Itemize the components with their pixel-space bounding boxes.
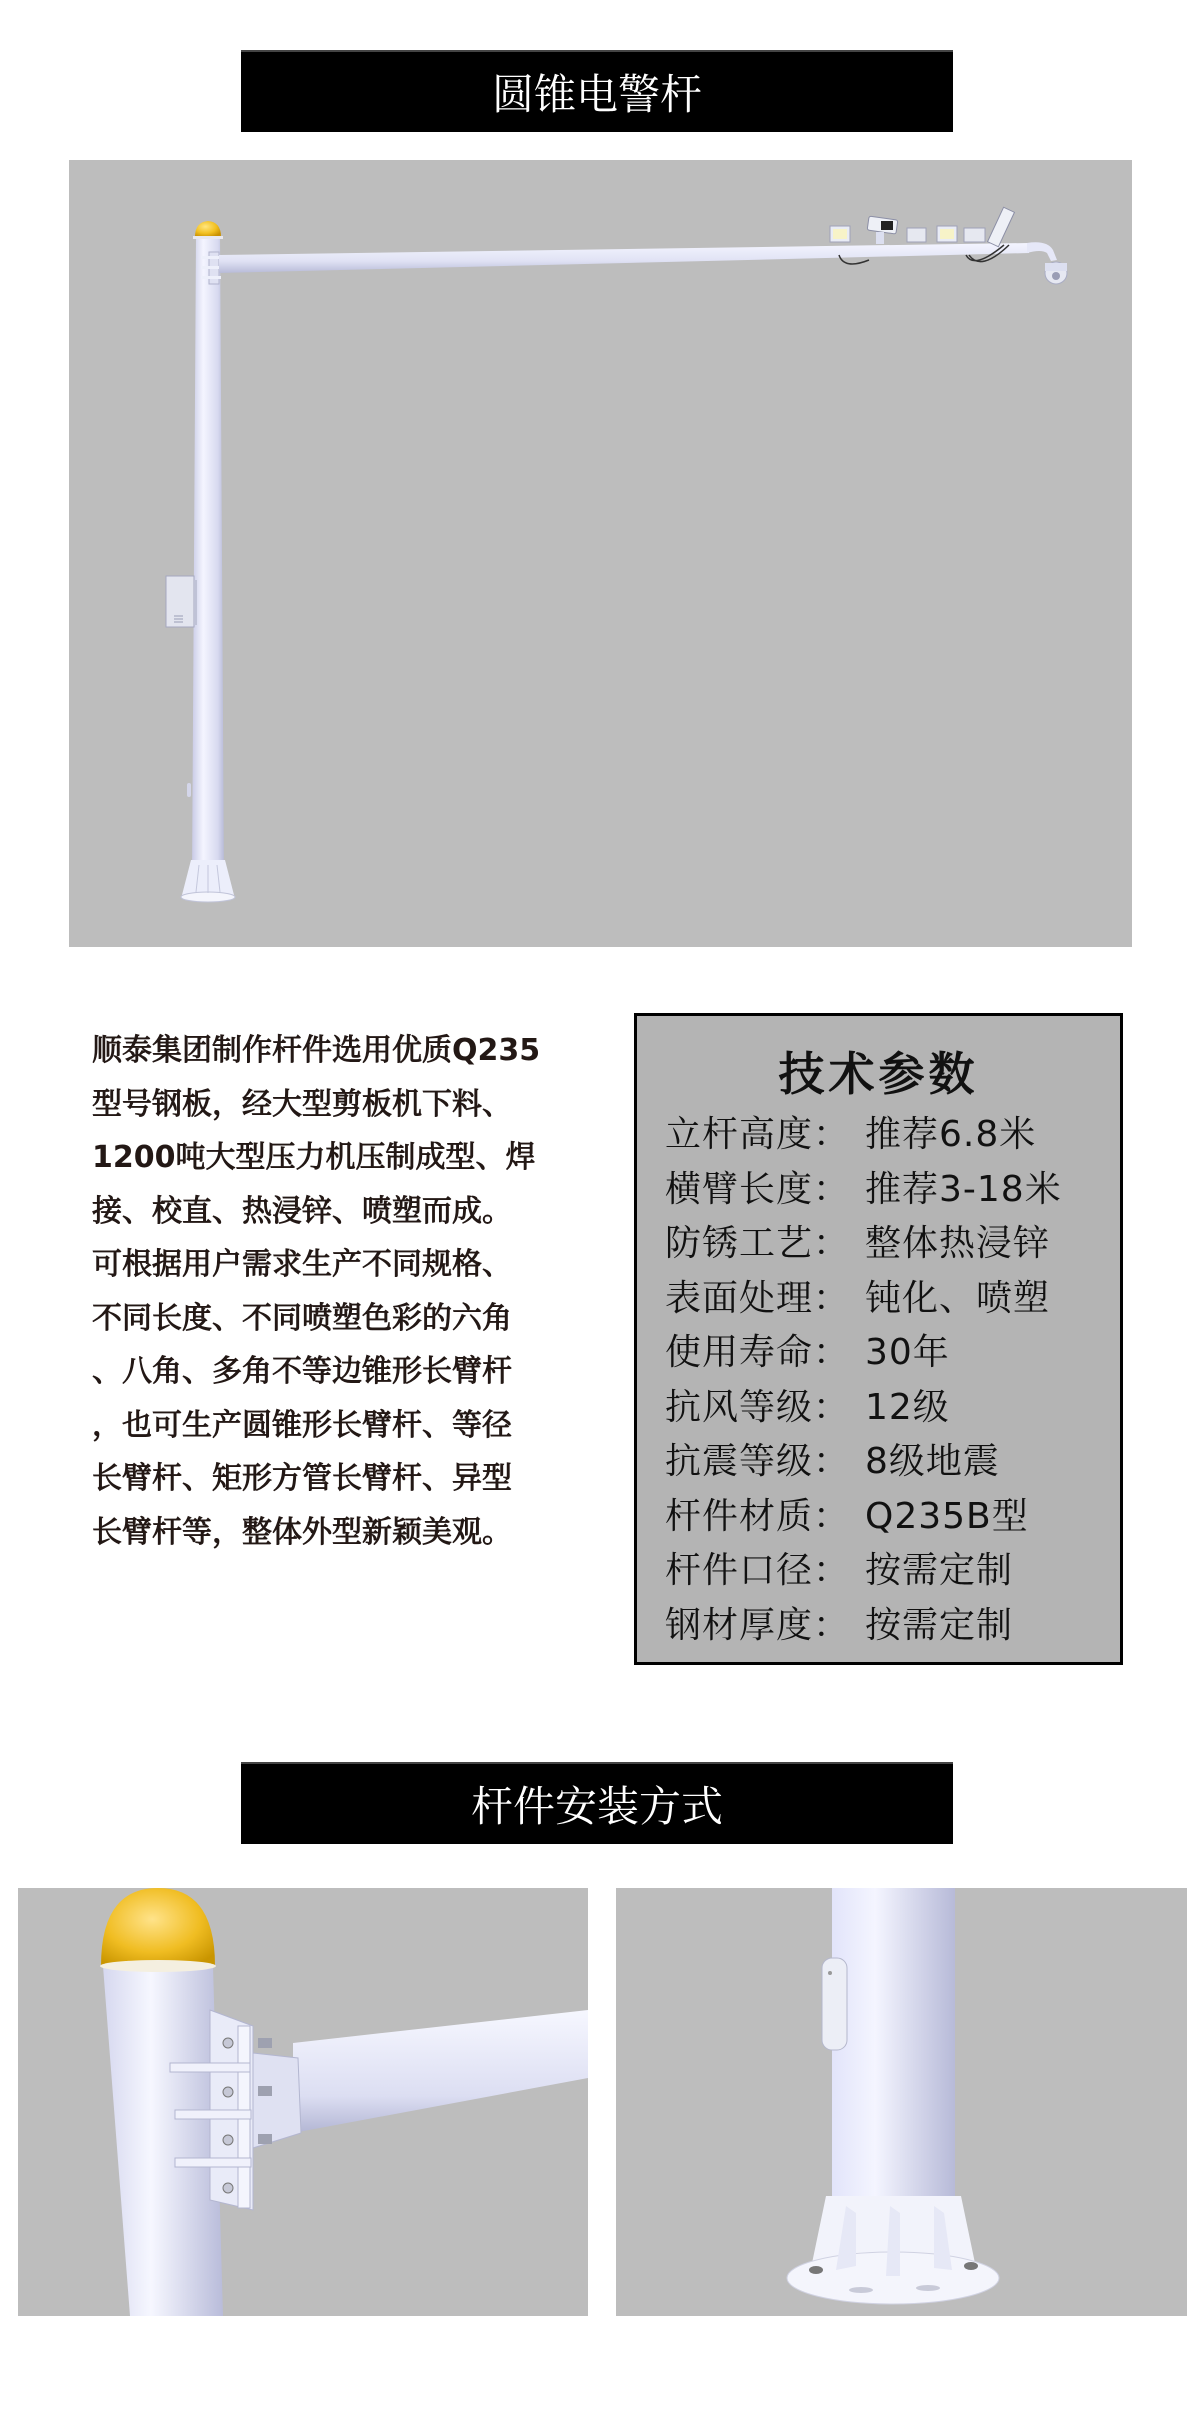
description-line: 、八角、多角不等边锥形长臂杆 — [92, 1354, 512, 1389]
section-title: 圆锥电警杆 — [491, 70, 702, 119]
description-line: 长臂杆、矩形方管长臂杆、异型 — [92, 1461, 512, 1496]
description-line: ，也可生产圆锥形长臂杆、等径 — [92, 1407, 512, 1443]
spec-row — [665, 1599, 1062, 1654]
spec-value: 推荐6.8米 — [865, 1114, 1037, 1155]
spec-label: 抗风等级： — [665, 1386, 851, 1428]
section-title: 杆件安装方式 — [470, 1782, 723, 1831]
spec-label: 抗震等级： — [665, 1441, 851, 1482]
description-line: 可根据用户需求生产不同规格、 — [92, 1247, 512, 1282]
pole-illustration — [69, 160, 1132, 947]
spec-value: 按需定制 — [865, 1550, 1014, 1591]
spec-label: 杆件材质： — [665, 1495, 851, 1537]
description-line: 长臂杆等，整体外型新颖美观。 — [92, 1514, 512, 1550]
arm-bracket-detail-image — [18, 1888, 588, 2316]
spec-label: 钢材厚度： — [665, 1604, 851, 1646]
description-line: 接、校直、热浸锌、喷塑而成。 — [92, 1193, 512, 1229]
spec-title: 技术参数 — [778, 1047, 979, 1101]
spec-row — [665, 1435, 1062, 1490]
product-description — [92, 1024, 592, 1559]
base-flange-detail-image — [616, 1888, 1187, 2316]
base-flange-illustration — [616, 1888, 1187, 2316]
spec-value: 30年 — [865, 1332, 950, 1373]
section-title-bar — [241, 50, 953, 132]
spec-value: Q235B型 — [865, 1495, 1029, 1537]
spec-row — [665, 1217, 1062, 1272]
spec-value: 按需定制 — [865, 1604, 1014, 1646]
spec-row — [665, 1108, 1062, 1163]
spec-value: 8级地震 — [865, 1441, 1000, 1482]
description-line: 1200吨大型压力机压制成型、焊 — [92, 1140, 536, 1175]
spec-row — [665, 1490, 1062, 1545]
spec-table — [634, 1013, 1123, 1665]
spec-row — [665, 1272, 1062, 1327]
section-title-bar — [241, 1762, 953, 1844]
product-image — [69, 160, 1132, 947]
spec-value: 推荐3-18米 — [865, 1168, 1062, 1210]
spec-label: 表面处理： — [665, 1277, 851, 1319]
spec-label: 立杆高度： — [665, 1114, 851, 1155]
description-line: 不同长度、不同喷塑色彩的六角 — [92, 1300, 512, 1336]
spec-value: 整体热浸锌 — [865, 1223, 1051, 1264]
spec-value: 钝化、喷塑 — [865, 1277, 1051, 1319]
spec-row — [665, 1544, 1062, 1599]
spec-label: 使用寿命： — [665, 1332, 851, 1373]
spec-label: 防锈工艺： — [665, 1223, 851, 1264]
spec-row — [665, 1163, 1062, 1218]
spec-label: 杆件口径： — [665, 1550, 851, 1591]
description-line: 顺泰集团制作杆件选用优质Q235 — [92, 1033, 541, 1068]
spec-value: 12级 — [865, 1386, 950, 1428]
arm-bracket-illustration — [18, 1888, 588, 2316]
spec-label: 横臂长度： — [665, 1168, 851, 1210]
spec-row — [665, 1326, 1062, 1381]
spec-row — [665, 1381, 1062, 1436]
description-line: 型号钢板，经大型剪板机下料、 — [92, 1086, 512, 1122]
